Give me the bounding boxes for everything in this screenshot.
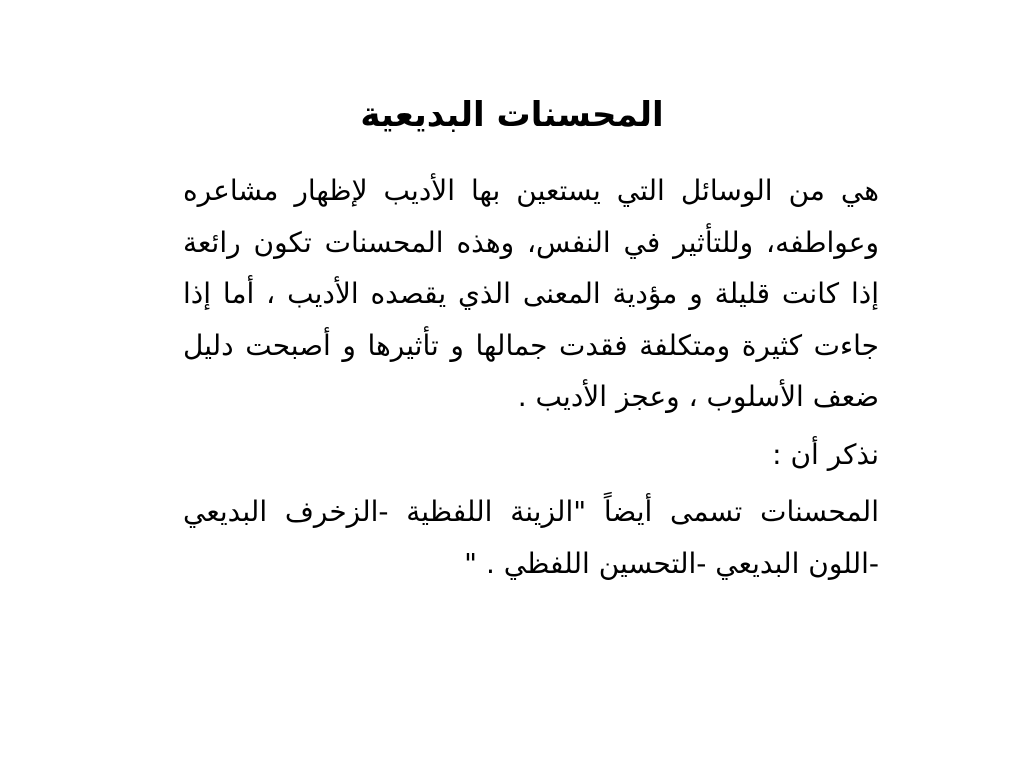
definition-paragraph: هي من الوسائل التي يستعين بها الأديب لإظهار مشاعره وعواطفه، وللتأثير في النفس، وهذه المحسنات تكون رائعة إذا كانت قليلة و مؤدية المعنى الذي يقصده الأديب ، أما إذا جاءت كثيرة ومتكلفة فقدت جمالها و تأثيرها و أصبحت دليل ضعف الأسلوب ، وعجز الأديب . [183, 174, 879, 413]
other-names-paragraph: المحسنات تسمى أيضاً "الزينة اللفظية -الزخرف البديعي -اللون البديعي -التحسين اللفظي . " [183, 495, 879, 580]
slide-body [183, 165, 879, 589]
slide-title: المحسنات البديعية [360, 95, 664, 135]
note-intro: نذكر أن : [772, 437, 879, 471]
